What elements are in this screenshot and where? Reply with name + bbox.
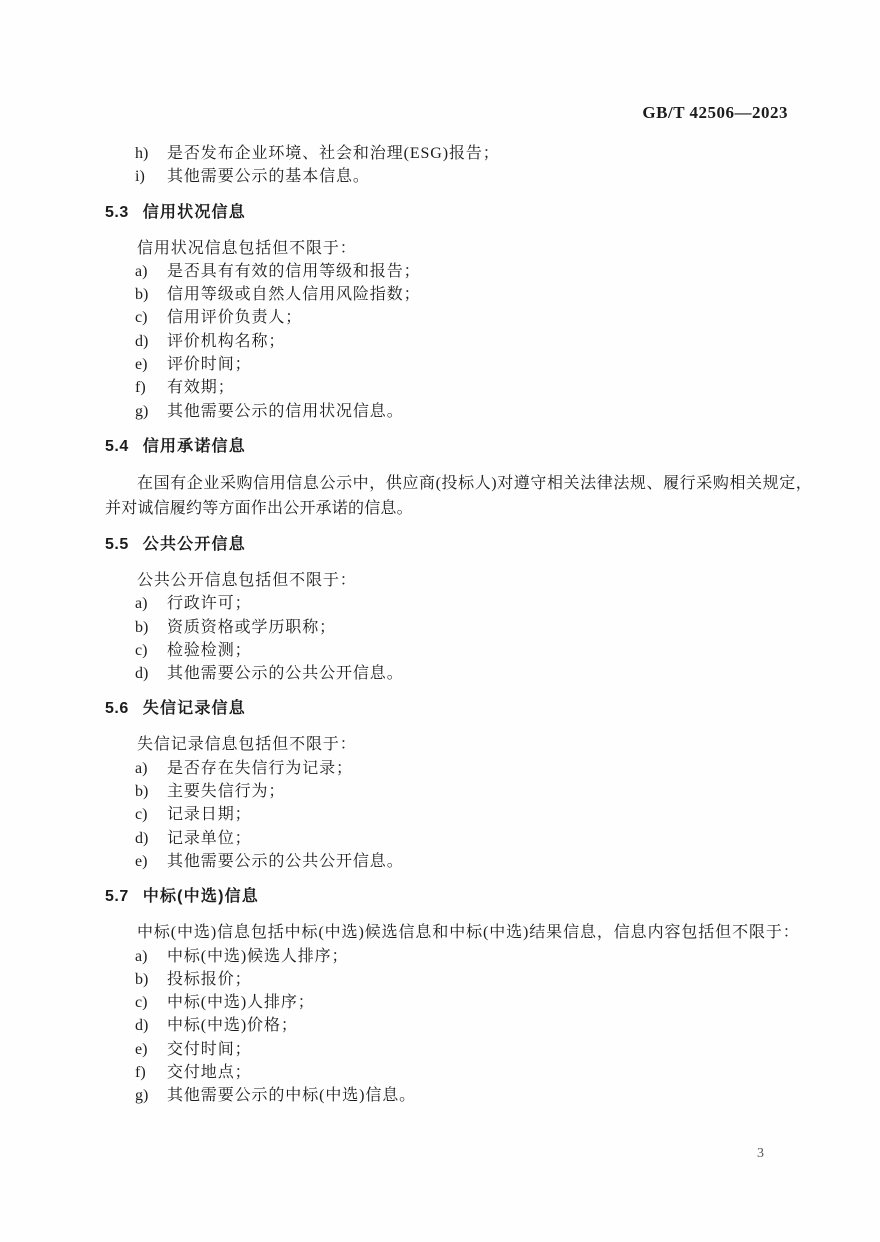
section-intro: 公共公开信息包括但不限于：: [137, 571, 357, 589]
section-5-4: [105, 436, 812, 521]
section-intro: 中标(中选)信息包括中标(中选)候选信息和中标(中选)结果信息，信息内容包括但不限于：: [137, 924, 800, 942]
section-title: 信用承诺信息: [142, 437, 246, 455]
item-text: 其他需要公示的中标(中选)信息。: [167, 1087, 417, 1105]
continuation-list: [105, 142, 812, 189]
list-item: [135, 142, 812, 165]
item-letter: f): [135, 379, 146, 397]
item-letter: e): [135, 1040, 148, 1058]
item-text: 中标(中选)候选人排序；: [167, 947, 349, 965]
item-text: 交付地点；: [167, 1064, 252, 1082]
section-list: [105, 260, 812, 423]
section-number: 5.3: [105, 203, 129, 221]
section-list: [105, 757, 812, 873]
body-paragraph: 在国有企业采购信用信息公示中，供应商(投标人)对遵守相关法律法规、履行采购相关规定，并对诚信履约等方面作出公开承诺的信息。: [105, 474, 812, 517]
item-text: 评价时间；: [167, 356, 252, 374]
item-letter: e): [135, 356, 148, 374]
section-number: 5.5: [105, 535, 129, 553]
item-letter: a): [135, 262, 148, 280]
item-text: 检验检测；: [167, 641, 252, 659]
item-text: 其他需要公示的公共公开信息。: [167, 665, 404, 683]
list-item: [135, 592, 812, 615]
standard-code: GB/T 42506—2023: [642, 103, 788, 122]
item-text: 是否具有有效的信用等级和报告；: [167, 262, 421, 280]
item-letter: g): [135, 402, 149, 420]
item-text: 行政许可；: [167, 595, 252, 613]
item-text: 记录单位；: [167, 829, 252, 847]
section-5-6: [105, 698, 812, 873]
list-item: [135, 991, 812, 1014]
section-number: 5.4: [105, 437, 129, 455]
list-item: [135, 757, 812, 780]
item-letter: b): [135, 783, 149, 801]
item-text: 其他需要公示的基本信息。: [167, 168, 370, 186]
item-text: 是否存在失信行为记录；: [167, 759, 353, 777]
section-list: [105, 945, 812, 1108]
list-item: [135, 283, 812, 306]
item-text: 记录日期；: [167, 806, 252, 824]
item-letter: c): [135, 994, 148, 1012]
section-number: 5.6: [105, 700, 129, 718]
section-heading: [105, 436, 812, 458]
list-item: [135, 330, 812, 353]
list-item: [135, 780, 812, 803]
section-title: 中标(中选)信息: [142, 888, 260, 906]
section-title: 公共公开信息: [142, 535, 246, 553]
item-letter: d): [135, 829, 149, 847]
item-letter: c): [135, 641, 148, 659]
item-text: 主要失信行为；: [167, 783, 286, 801]
item-text: 其他需要公示的公共公开信息。: [167, 852, 404, 870]
item-letter: d): [135, 1017, 149, 1035]
item-text: 交付时间；: [167, 1040, 252, 1058]
section-heading: [105, 534, 812, 556]
item-letter: c): [135, 806, 148, 824]
item-letter: d): [135, 665, 149, 683]
item-text: 其他需要公示的信用状况信息。: [167, 402, 404, 420]
list-item: [135, 1038, 812, 1061]
list-item: [135, 165, 812, 188]
section-heading: [105, 698, 812, 720]
item-text: 信用等级或自然人信用风险指数；: [167, 286, 421, 304]
list-item: [135, 1014, 812, 1037]
item-letter: b): [135, 618, 149, 636]
item-letter: b): [135, 286, 149, 304]
list-item: [135, 803, 812, 826]
list-item: [135, 662, 812, 685]
list-item: [135, 353, 812, 376]
item-text: 评价机构名称；: [167, 332, 286, 350]
section-intro: 失信记录信息包括但不限于：: [137, 736, 357, 754]
section-5-7: [105, 886, 812, 1107]
section-title: 信用状况信息: [142, 203, 246, 221]
item-text: 投标报价；: [167, 970, 252, 988]
list-item: [135, 376, 812, 399]
item-letter: c): [135, 309, 148, 327]
section-5-3: [105, 202, 812, 423]
list-item: [135, 1084, 812, 1107]
section-intro: 信用状况信息包括但不限于：: [137, 239, 357, 257]
item-text: 有效期；: [167, 379, 235, 397]
item-letter: h): [135, 145, 149, 162]
item-text: 中标(中选)人排序；: [167, 994, 315, 1012]
item-text: 资质资格或学历职称；: [167, 618, 337, 636]
item-letter: g): [135, 1087, 149, 1105]
section-heading: [105, 886, 812, 908]
item-letter: d): [135, 332, 149, 350]
item-letter: a): [135, 947, 148, 965]
list-item: [135, 1061, 812, 1084]
list-item: [135, 945, 812, 968]
list-item: [135, 616, 812, 639]
section-heading: [105, 202, 812, 224]
list-item: [135, 850, 812, 873]
item-text: 中标(中选)价格；: [167, 1017, 298, 1035]
item-letter: b): [135, 970, 149, 988]
section-list: [105, 592, 812, 685]
document-header: [105, 102, 812, 124]
list-item: [135, 306, 812, 329]
list-item: [135, 968, 812, 991]
item-letter: f): [135, 1064, 146, 1082]
section-5-5: [105, 534, 812, 685]
item-text: 信用评价负责人；: [167, 309, 303, 327]
section-title: 失信记录信息: [142, 700, 246, 718]
list-item: [135, 639, 812, 662]
item-letter: a): [135, 595, 148, 613]
list-item: [135, 400, 812, 423]
page-number: 3: [757, 1146, 764, 1161]
list-item: [135, 260, 812, 283]
item-letter: e): [135, 852, 148, 870]
item-text: 是否发布企业环境、社会和治理(ESG)报告；: [167, 145, 500, 162]
item-letter: a): [135, 759, 148, 777]
section-number: 5.7: [105, 888, 129, 906]
page-footer: [0, 1146, 880, 1162]
item-letter: i): [135, 168, 145, 186]
list-item: [135, 827, 812, 850]
